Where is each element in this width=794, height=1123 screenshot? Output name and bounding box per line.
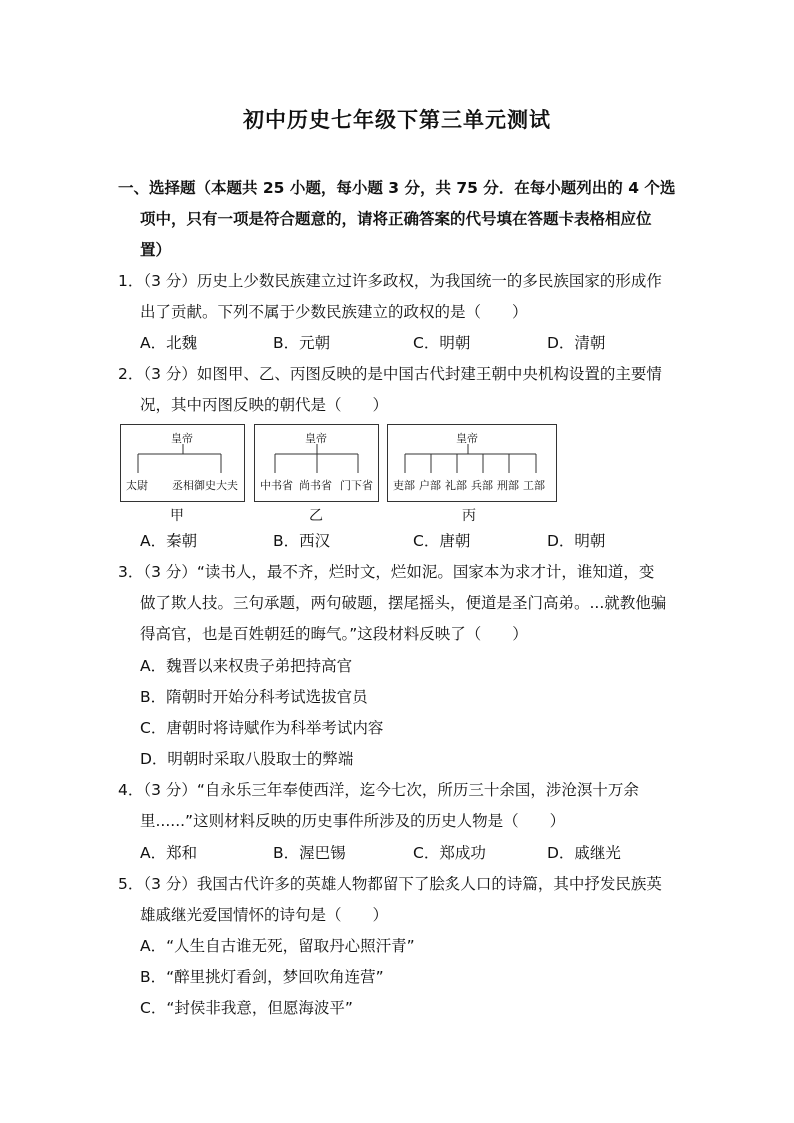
- question-3-line2: 做了欺人技。三句承题，两句破题，摆尾摇头，便道是圣门高弟。...就教他骗: [140, 594, 667, 612]
- diagram-jia-caption: 甲: [170, 508, 184, 524]
- q2-option-c: C．唐朝: [413, 532, 471, 550]
- q1-option-c: C．明朝: [413, 334, 471, 352]
- q3-option-c: C．唐朝时将诗赋作为科举考试内容: [140, 719, 384, 737]
- page-title: 初中历史七年级下第三单元测试: [243, 107, 551, 132]
- q3-option-a: A．魏晋以来权贵子弟把持高官: [140, 657, 353, 675]
- section-heading-line1: 一、选择题（本题共 25 小题，每小题 3 分，共 75 分．在每小题列出的 4 个选: [118, 179, 676, 197]
- diagram-yi-emperor: 皇帝: [305, 432, 327, 445]
- q3-option-b: B．隋朝时开始分科考试选拔官员: [140, 688, 368, 706]
- diagram-yi: [254, 424, 379, 502]
- q2-option-a: A．秦朝: [140, 532, 198, 550]
- q5-option-a: A．“人生自古谁无死，留取丹心照汗青”: [140, 937, 415, 955]
- q4-option-d: D．戚继光: [547, 844, 621, 862]
- question-1-line1: 1．（3 分）历史上少数民族建立过许多政权，为我国统一的多民族国家的形成作: [118, 272, 662, 290]
- question-3-line1: 3．（3 分）“读书人，最不齐，烂时文，烂如泥。国家本为求才计，谁知道，变: [118, 563, 655, 581]
- diagram-bing-item-5: 刑部: [497, 479, 519, 492]
- q5-option-c: C．“封侯非我意，但愿海波平”: [140, 999, 353, 1017]
- diagram-bing-item-3: 礼部: [445, 479, 467, 492]
- diagram-bing: [387, 424, 557, 502]
- question-3-line3: 得高官，也是百姓朝廷的晦气。”这段材料反映了（ ）: [140, 625, 528, 643]
- diagram-jia-emperor: 皇帝: [171, 432, 193, 445]
- diagram-bing-item-4: 兵部: [471, 479, 493, 492]
- question-2-line1: 2．（3 分）如图甲、乙、丙图反映的是中国古代封建王朝中央机构设置的主要情: [118, 365, 662, 383]
- q2-option-b: B．西汉: [273, 532, 331, 550]
- q1-option-d: D．清朝: [547, 334, 606, 352]
- question-5-line2: 雄戚继光爱国情怀的诗句是（ ）: [140, 906, 389, 924]
- diagram-bing-item-2: 户部: [419, 479, 441, 492]
- question-1-line2: 出了贡献。下列不属于少数民族建立的政权的是（ ）: [140, 303, 528, 321]
- q1-option-a: A．北魏: [140, 334, 198, 352]
- q4-option-a: A．郑和: [140, 844, 198, 862]
- q1-option-b: B．元朝: [273, 334, 331, 352]
- question-4-line2: 里......”这则材料反映的历史事件所涉及的历史人物是（ ）: [140, 812, 566, 830]
- diagram-bing-caption: 丙: [462, 508, 476, 524]
- diagram-yi-item-2: 尚书省: [299, 479, 332, 492]
- question-2-line2: 况，其中丙图反映的朝代是（ ）: [140, 396, 389, 414]
- section-heading-line3: 置）: [140, 241, 172, 259]
- diagram-jia: [120, 424, 245, 502]
- diagram-yi-caption: 乙: [309, 508, 323, 524]
- q2-option-d: D．明朝: [547, 532, 606, 550]
- question-5-line1: 5．（3 分）我国古代许多的英雄人物都留下了脍炙人口的诗篇，其中抒发民族英: [118, 875, 662, 893]
- q4-option-c: C．郑成功: [413, 844, 486, 862]
- diagram-bing-item-1: 吏部: [393, 479, 415, 492]
- section-heading-line2: 项中，只有一项是符合题意的，请将正确答案的代号填在答题卡表格相应位: [140, 210, 652, 228]
- question-4-line1: 4．（3 分）“自永乐三年奉使西洋，迄今七次，所历三十余国，涉沧溟十万余: [118, 781, 639, 799]
- diagram-yi-item-1: 中书省: [260, 479, 293, 492]
- q4-option-b: B．渥巴锡: [273, 844, 346, 862]
- diagram-bing-item-6: 工部: [523, 479, 545, 492]
- q3-option-d: D．明朝时采取八股取士的弊端: [140, 750, 354, 768]
- diagram-bing-emperor: 皇帝: [456, 432, 478, 445]
- diagram-jia-left: 太尉: [126, 479, 148, 492]
- diagram-yi-item-3: 门下省: [340, 479, 373, 492]
- diagram-jia-right: 丞相御史大夫: [172, 479, 238, 492]
- q5-option-b: B．“醉里挑灯看剑，梦回吹角连营”: [140, 968, 384, 986]
